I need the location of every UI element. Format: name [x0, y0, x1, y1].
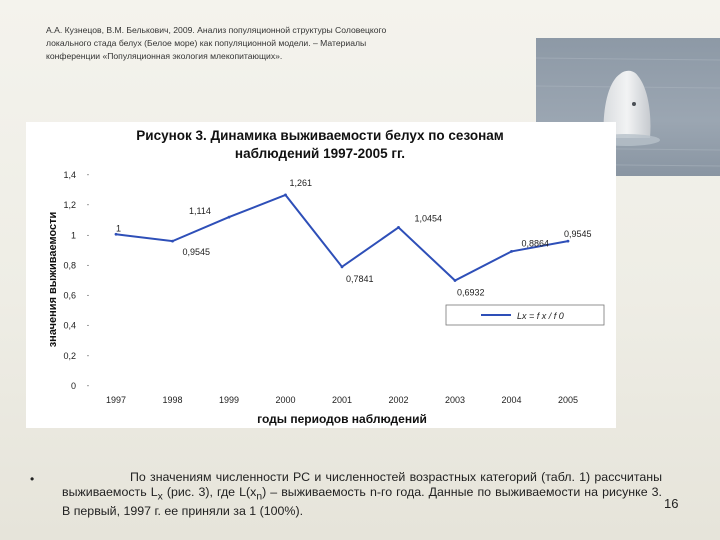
para-sub-2: n	[256, 491, 263, 503]
para-sub-1: x	[157, 491, 163, 503]
data-point	[341, 265, 344, 268]
y-tick-mark: -	[86, 260, 90, 270]
para-part-1: По значениям численности РС и численностей возрастных категорий (табл. 1) рассчитаны выживаемость L	[62, 470, 662, 499]
chart-canvas	[26, 122, 616, 428]
x-tick-label: 1997	[105, 395, 127, 405]
x-tick-label: 2005	[557, 395, 579, 405]
y-tick-label: 0	[70, 381, 76, 391]
legend-label: Lx = f x / f 0	[517, 311, 564, 321]
y-tick-label: 0,8	[63, 260, 76, 271]
chart-title-line2: наблюдений 1997-2005 гг.	[234, 146, 406, 161]
data-point	[115, 233, 118, 236]
data-point	[510, 250, 513, 253]
data-label: 0,6932	[457, 287, 485, 298]
data-point	[284, 194, 287, 197]
y-tick-mark: -	[86, 170, 90, 179]
y-tick-label: 1,2	[63, 200, 76, 211]
data-point	[228, 216, 231, 219]
data-point	[454, 279, 457, 282]
para-part-3: ) – выживаемость n-го года. Данные по выживаемости на рисунке 3. В первый, 1997 г. ее приняли за 1 (100%).	[62, 485, 662, 519]
x-tick-label: 1999	[218, 395, 240, 405]
y-tick-label: 0,6	[63, 290, 76, 301]
y-tick-mark: -	[86, 350, 90, 360]
y-tick-label: 1,4	[63, 170, 76, 180]
data-label: 1,261	[289, 177, 313, 188]
bullet: •	[30, 472, 35, 486]
data-label: 0,7841	[346, 273, 374, 284]
data-label: 0,9545	[182, 247, 211, 258]
y-tick-mark: -	[86, 290, 90, 300]
y-tick-mark: -	[86, 230, 90, 240]
data-point	[567, 240, 570, 243]
data-label: 1,0454	[414, 213, 443, 224]
y-tick-mark: -	[86, 200, 90, 210]
y-tick-label: 1	[70, 230, 76, 241]
data-label: 0,8864	[521, 238, 550, 249]
page-number: 16	[664, 496, 679, 511]
x-tick-label: 2002	[388, 395, 409, 405]
description-paragraph	[62, 470, 662, 519]
y-tick-label: 0,4	[63, 320, 76, 331]
x-tick-label: 2001	[331, 395, 353, 405]
data-label: 1,114	[189, 206, 211, 217]
x-tick-label: 2003	[444, 395, 466, 405]
x-axis-title: годы периодов наблюдений	[257, 412, 427, 426]
y-tick-mark: -	[86, 381, 90, 390]
data-label: 1	[116, 223, 122, 234]
y-tick-label: 0,2	[63, 350, 76, 361]
y-axis-title: значения выживаемости	[47, 211, 59, 348]
x-tick-label: 2000	[275, 395, 296, 405]
data-point	[171, 240, 174, 243]
chart-title-line1: Рисунок 3. Динамика выживаемости белух по сезонам	[136, 128, 504, 143]
para-part-2: (рис. 3), где L(x	[162, 485, 257, 499]
y-tick-mark: -	[86, 320, 90, 330]
x-tick-label: 1998	[162, 395, 183, 405]
data-point	[397, 226, 400, 229]
survival-chart	[26, 122, 616, 428]
x-tick-label: 2004	[501, 395, 522, 405]
citation-text: А.А. Кузнецов, В.М. Белькович, 2009. Анализ популяционной структуры Соловецкого локального стада белух (Белое море) как популяционной модели. – Материалы конференции «Популяционная экология млекопитающих».	[46, 25, 387, 61]
data-label: 0,9545	[564, 229, 592, 240]
